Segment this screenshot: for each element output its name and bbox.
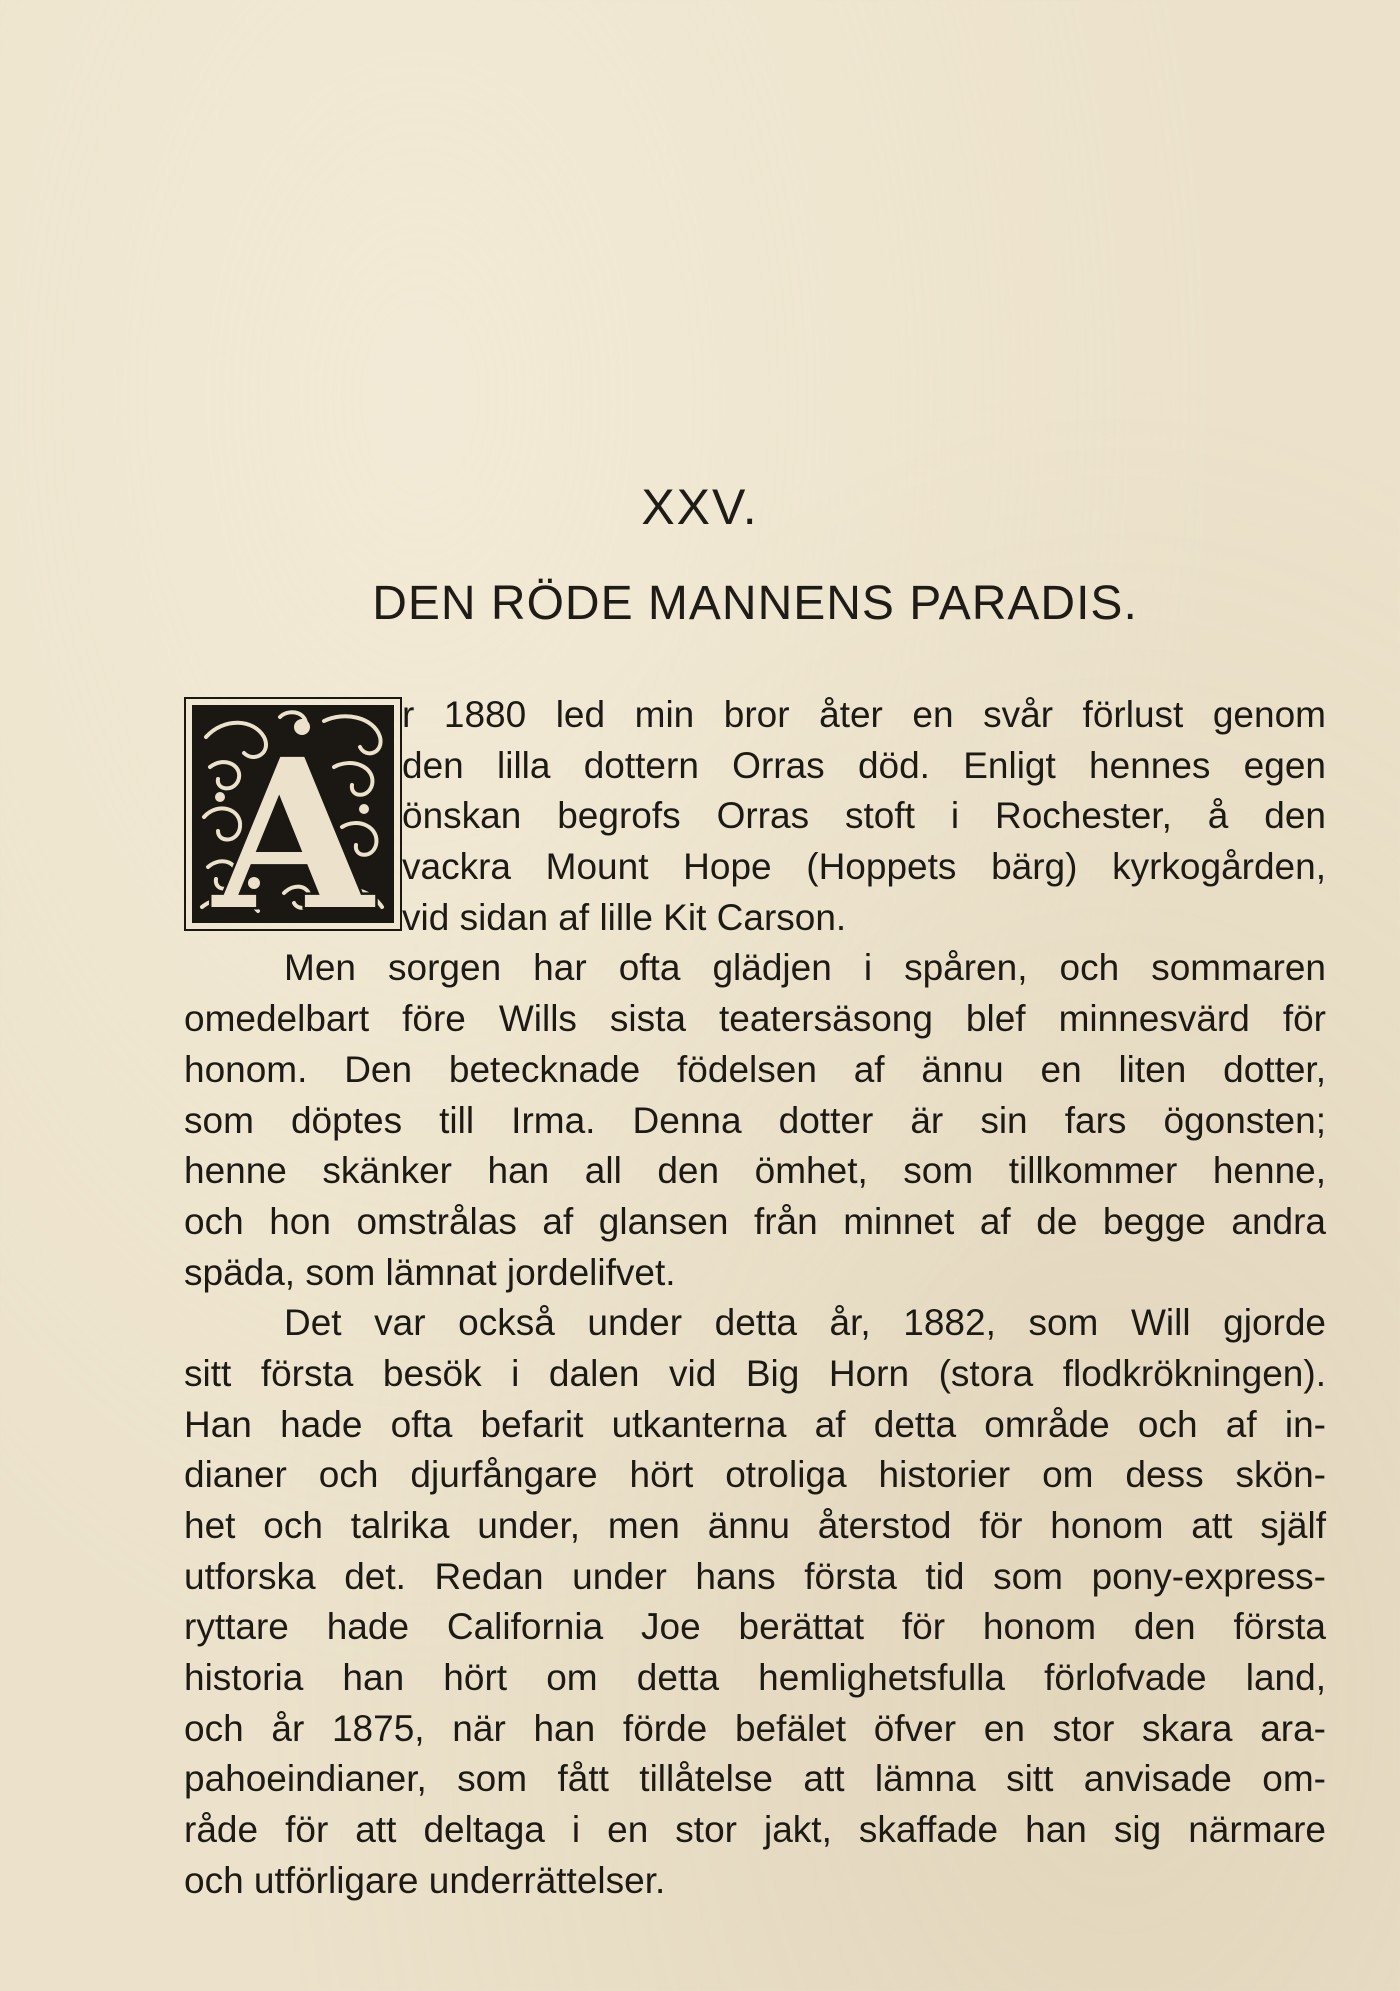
text-line: och år 1875, när han förde befälet öfver en stor skara ara-: [184, 1707, 1326, 1749]
text-line: omedelbart före Wills sista teatersäsong blef minnesvärd för: [184, 998, 1326, 1040]
paragraph-1: [184, 690, 1326, 943]
text-line: späda, som lämnat jordelifvet.: [184, 1251, 676, 1293]
text-line: henne skänker han all den ömhet, som tillkommer henne,: [184, 1150, 1326, 1192]
text-line: och utförligare underrättelser.: [184, 1859, 666, 1901]
text-line: råde för att deltaga i en stor jakt, skaffade han sig närmare: [184, 1809, 1326, 1851]
text-line: het och talrika under, men ännu återstod för honom att själf: [184, 1505, 1326, 1546]
text-line: den lilla dottern Orras död. Enligt hennes egen: [402, 744, 1326, 786]
text-line: Det var också under detta år, 1882, som Will gjorde: [284, 1302, 1326, 1344]
text-line: sitt första besök i dalen vid Big Horn (stora flodkrökningen).: [184, 1352, 1326, 1394]
text-line: dianer och djurfångare hört otroliga historier om dess skön-: [184, 1454, 1326, 1496]
chapter-title: DEN RÖDE MANNENS PARADIS.: [372, 577, 1138, 630]
text-line: r 1880 led min bror åter en svår förlust genom: [402, 694, 1326, 735]
text-line: pahoeindianer, som fått tillåtelse att lämna sitt anvisade om-: [184, 1758, 1326, 1800]
text-line: honom. Den betecknade födelsen af ännu en liten dotter,: [184, 1048, 1326, 1090]
text-line: vid sidan af lille Kit Carson.: [402, 896, 847, 938]
text-line: utforska det. Redan under hans första tid som pony-express-: [184, 1555, 1326, 1597]
text-line: ryttare hade California Joe berättat för honom den första: [184, 1606, 1326, 1648]
drop-cap-letter: A: [213, 714, 373, 931]
paragraph-2: [184, 943, 1326, 1298]
body-text: [184, 690, 1326, 1907]
text-line: historia han hört om detta hemlighetsfulla förlofvade land,: [184, 1657, 1326, 1699]
text-line: önskan begrofs Orras stoft i Rochester, å den: [402, 795, 1326, 837]
text-line: Men sorgen har ofta glädjen i spåren, och sommaren: [284, 947, 1326, 989]
text-line: vackra Mount Hope (Hoppets bärg) kyrkogården,: [402, 846, 1326, 888]
chapter-number: XXV.: [641, 479, 759, 535]
text-line: som döptes till Irma. Denna dotter är sin fars ögonsten;: [184, 1099, 1326, 1141]
text-line: Han hade ofta befarit utkanterna af detta område och af in-: [184, 1403, 1326, 1445]
text-line: och hon omstrålas af glansen från minnet af de begge andra: [184, 1200, 1326, 1242]
paragraph-3: [184, 1298, 1326, 1906]
